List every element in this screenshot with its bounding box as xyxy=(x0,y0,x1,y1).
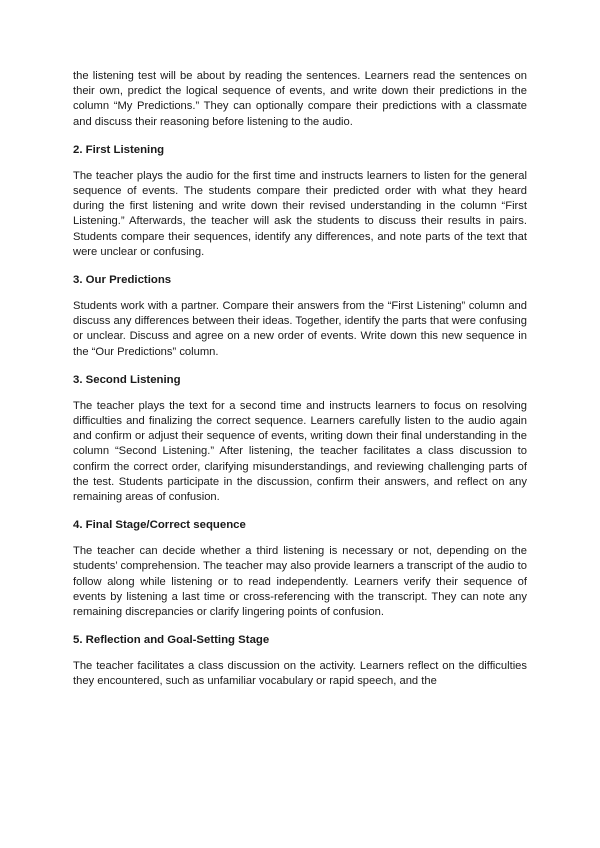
section-body: Students work with a partner. Compare their answers from the “First Listening” column and discuss any differences between their ideas. Together, identify the parts that were confusing or unclear. Discuss and agree on a new order of events. Write down this new sequence in the “Our Predictions” column. xyxy=(73,300,527,358)
section-body: The teacher facilitates a class discussion on the activity. Learners reflect on the difficulties they encountered, such as unfamiliar vocabulary or rapid speech, and the xyxy=(73,660,527,688)
section-body: The teacher plays the text for a second time and instructs learners to focus on resolving difficulties and finalizing the correct sequence. Learners carefully listen to the audio again and confirm or adjust their sequence of events, writing down their final understanding in the column “Second Listening.” After listening, the teacher facilitates a class discussion to confirm the correct order, clarifying misunderstandings, and reviewing challenging parts of the test. Students participate in the discussion, confirm their answers, and reflect on any remaining areas of confusion. xyxy=(73,399,527,504)
section-heading: 3. Second Listening xyxy=(73,373,181,386)
section-body: The teacher can decide whether a third listening is necessary or not, depending on the students’ comprehension. The teacher may also provide learners a transcript of the audio to follow along while listening or to read independently. Learners verify their sequence of events by listening a last time or cross-referencing with the transcript. They can note any remaining discrepancies or clarify lingering points of confusion. xyxy=(73,545,527,619)
section-reflection xyxy=(73,633,527,689)
section-heading: 3. Our Predictions xyxy=(73,274,172,287)
section-body: The teacher plays the audio for the first time and instructs learners to listen for the general sequence of events. The students compare their predicted order with what they heard during the first listening and write down their revised understanding in the column “First Listening.” Afterwards, the teacher will ask the students to discuss their results in pairs. Students compare their sequences, identify any differences, and note parts of the text that were unclear or confusing. xyxy=(73,169,527,258)
section-heading: 4. Final Stage/Correct sequence xyxy=(73,519,246,532)
section-first-listening xyxy=(73,143,527,260)
section-heading: 2. First Listening xyxy=(73,143,165,156)
intro-paragraph: the listening test will be about by reading the sentences. Learners read the sentences on their own, predict the logical sequence of events, and write down their predictions in the column “My Predictions.” They can optionally compare their predictions with a classmate and discuss their reasoning before listening to the audio. xyxy=(73,70,527,128)
document-page xyxy=(73,69,527,690)
section-final-stage xyxy=(73,518,527,620)
section-second-listening xyxy=(73,373,527,505)
section-heading: 5. Reflection and Goal-Setting Stage xyxy=(73,634,270,647)
section-our-predictions xyxy=(73,273,527,360)
